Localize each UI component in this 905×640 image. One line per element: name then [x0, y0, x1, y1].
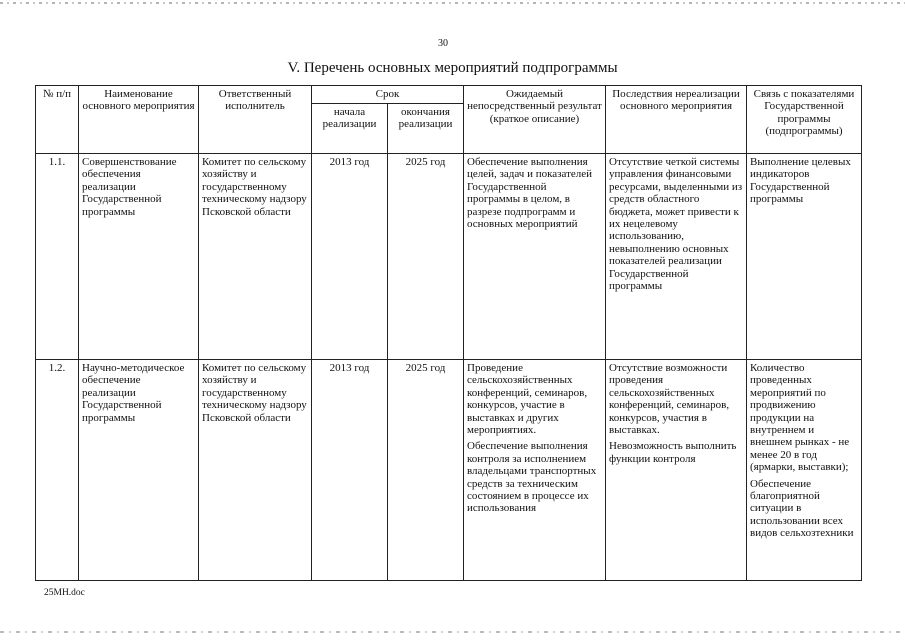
scan-edge-top — [0, 2, 905, 4]
row-result — [464, 154, 606, 360]
row-start: 2013 год — [312, 360, 388, 581]
header-end: окончания реализации — [388, 104, 464, 154]
row-end: 2025 год — [388, 360, 464, 581]
link-paragraph: Обеспечение благоприятной ситуации в использовании всех видов сельхозтехники — [750, 477, 854, 540]
table-row — [36, 360, 862, 581]
header-row-1 — [36, 86, 862, 104]
consequences-paragraph: Невозможность выполнить функции контроля — [609, 440, 737, 465]
page-title: V. Перечень основных мероприятий подпрограммы — [287, 60, 618, 76]
result-paragraph: Обеспечение выполнения целей, задач и показателей Государственной программы в целом, в разрезе подпрограмм и основных мероприятий — [467, 156, 593, 231]
link-paragraph: Выполнение целевых индикаторов Государственной программы — [750, 156, 851, 206]
page-number: 30 — [438, 38, 448, 49]
row-link — [747, 154, 862, 360]
row-end: 2025 год — [388, 154, 464, 360]
header-start: начала реализации — [312, 104, 388, 154]
header-term: Срок — [312, 86, 464, 104]
header-name: Наименование основного мероприятия — [79, 86, 199, 154]
document-code: 25МН.doc — [44, 588, 85, 598]
result-paragraph: Обеспечение выполнения контроля за исполнением владельцами транспортных средств за техническим состоянием в процессе их использования — [467, 440, 597, 515]
header-executor: Ответственный исполнитель — [199, 86, 312, 154]
result-paragraph: Проведение сельскохозяйственных конференций, семинаров, конкурсов, участие в выставках и других мероприятиях. — [467, 362, 588, 437]
consequences-paragraph: Отсутствие возможности проведения сельскохозяйственных конференций, семинаров, конкурсов, участия в выставках. — [609, 362, 730, 437]
header-link: Связь с показателями Государственной программы (подпрограммы) — [747, 86, 862, 154]
row-consequences — [606, 154, 747, 360]
row-num: 1.1. — [36, 154, 79, 360]
table-row — [36, 154, 862, 360]
scan-edge-bottom — [0, 631, 905, 633]
row-name: Научно-методическое обеспечение реализации Государственной программы — [79, 360, 199, 581]
row-link — [747, 360, 862, 581]
header-result: Ожидаемый непосредственный результат (краткое описание) — [464, 86, 606, 154]
row-result — [464, 360, 606, 581]
row-num: 1.2. — [36, 360, 79, 581]
header-consequences: Последствия нереализации основного мероприятия — [606, 86, 747, 154]
row-executor: Комитет по сельскому хозяйству и государственному техническому надзору Псковской области — [199, 360, 312, 581]
link-paragraph: Количество проведенных мероприятий по продвижению продукции на внутреннем и внешнем рынках - не менее 20 в год (ярмарки, выставки); — [750, 362, 850, 474]
row-name: Совершенствование обеспечения реализации Государственной программы — [79, 154, 199, 360]
row-executor: Комитет по сельскому хозяйству и государственному техническому надзору Псковской области — [199, 154, 312, 360]
consequences-paragraph: Отсутствие четкой системы управления финансовыми ресурсами, выделенными из средств областного бюджета, может привести к их нецелевому использованию, невыполнению основных показателей реализации Государственной программы — [609, 156, 743, 293]
row-start: 2013 год — [312, 154, 388, 360]
row-consequences — [606, 360, 747, 581]
activities-table — [35, 85, 862, 581]
header-num: № п/п — [36, 86, 79, 154]
